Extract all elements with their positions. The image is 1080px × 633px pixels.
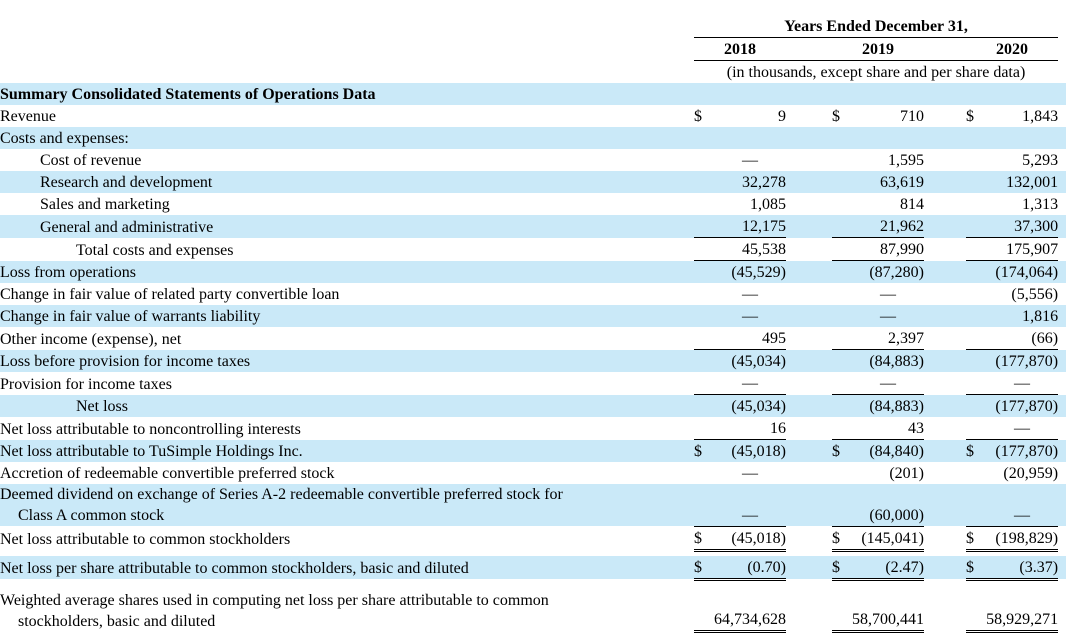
- currency-symbol-cell: [966, 372, 986, 395]
- currency-symbol-cell: [832, 83, 852, 105]
- column-gap: [786, 526, 832, 550]
- table-row: [0, 127, 1066, 149]
- header-gap: [924, 38, 966, 61]
- column-gap: [786, 440, 832, 463]
- unit-note: (in thousands, except share and per share data): [726, 64, 1026, 81]
- value-cell: 16: [714, 417, 786, 440]
- value-cell: (5,556): [1011, 286, 1059, 303]
- value-cell: 32,278: [714, 171, 786, 193]
- currency-symbol-cell: $: [694, 556, 714, 580]
- header-pad-cell: [1058, 61, 1066, 84]
- column-gap: [924, 171, 966, 193]
- column-gap: [786, 261, 832, 284]
- value-cell: (3.37): [986, 556, 1058, 580]
- spacer-cell: [0, 579, 1066, 590]
- value-cell: 1,595: [888, 152, 924, 169]
- currency-symbol-cell: [694, 215, 714, 238]
- operations-data-table: [0, 15, 1066, 633]
- value-cell: —: [986, 372, 1058, 395]
- row-pad-cell: [1058, 417, 1066, 440]
- currency-symbol-cell: $: [966, 440, 986, 463]
- row-label: Costs and expenses:: [0, 127, 694, 149]
- header-empty-cell: [0, 38, 694, 61]
- currency-symbol-cell: $: [832, 556, 852, 580]
- row-pad-cell: [1058, 238, 1066, 261]
- year-column-2019: 2019: [832, 38, 924, 61]
- year-column-2020: 2020: [966, 38, 1058, 61]
- value-cell: (198,829): [986, 526, 1058, 550]
- table-row: [0, 440, 1066, 463]
- value-cell: 5,293: [1022, 152, 1059, 169]
- header-empty-cell: [0, 15, 694, 38]
- row-pad-cell: [1058, 440, 1066, 463]
- currency-symbol-cell: [832, 127, 852, 149]
- row-pad-cell: [1058, 215, 1066, 238]
- value-cell: 2,397: [852, 327, 924, 350]
- value-cell: [986, 83, 1058, 105]
- table-row: [0, 171, 1066, 193]
- row-label: Net loss attributable to TuSimple Holdings Inc.: [0, 440, 694, 463]
- row-pad-cell: [1058, 149, 1066, 171]
- value-cell: —: [852, 305, 924, 327]
- currency-symbol-cell: [966, 171, 986, 193]
- currency-symbol-cell: $: [966, 556, 986, 580]
- value-cell: 9: [778, 108, 786, 125]
- table-row: [0, 395, 1066, 418]
- currency-symbol-cell: [966, 327, 986, 350]
- row-pad-cell: [1058, 462, 1066, 484]
- table-row: [0, 462, 1066, 484]
- value-cell: (177,870): [986, 440, 1058, 463]
- value-cell: (45,529): [714, 261, 786, 284]
- currency-symbol-cell: [966, 83, 986, 105]
- value-cell: 37,300: [986, 215, 1058, 238]
- currency-symbol-cell: [966, 215, 986, 238]
- row-label: Net loss attributable to common stockholders: [0, 531, 291, 548]
- header-pad-cell: [1058, 38, 1066, 61]
- currency-symbol-cell: [694, 283, 714, 305]
- row-pad-cell: [1058, 350, 1066, 373]
- currency-symbol-cell: [694, 590, 714, 632]
- value-cell: (145,041): [852, 526, 924, 550]
- currency-symbol-cell: $: [694, 440, 714, 463]
- currency-symbol-cell: [966, 395, 986, 418]
- value-cell: (84,883): [852, 350, 924, 373]
- column-gap: [924, 261, 966, 284]
- currency-symbol-cell: [966, 305, 986, 327]
- currency-symbol-cell: [966, 350, 986, 373]
- column-gap: [924, 193, 966, 215]
- currency-symbol-cell: [832, 283, 852, 305]
- table-row: [0, 149, 1066, 171]
- row-pad-cell: [1058, 484, 1066, 526]
- currency-symbol-cell: $: [832, 108, 840, 125]
- row-label: Accretion of redeemable convertible preferred stock: [0, 465, 335, 482]
- table-body: [0, 83, 1066, 632]
- value-cell: 58,700,441: [852, 590, 924, 632]
- value-cell: (84,840): [852, 440, 924, 463]
- currency-symbol-cell: [966, 193, 986, 215]
- currency-symbol-cell: [694, 127, 714, 149]
- value-cell: 45,538: [714, 238, 786, 261]
- currency-symbol-cell: $: [694, 526, 714, 550]
- table-row: [0, 327, 1066, 350]
- value-cell: (201): [889, 465, 924, 482]
- spacer-row: [0, 579, 1066, 590]
- row-label: Research and development: [0, 171, 694, 193]
- year-column-2018: 2018: [694, 38, 786, 61]
- value-cell: 58,929,271: [986, 590, 1058, 632]
- value-cell: (45,018): [714, 526, 786, 550]
- column-gap: [924, 327, 966, 350]
- value-cell: 43: [852, 417, 924, 440]
- currency-symbol-cell: [694, 327, 714, 350]
- value-cell: —: [742, 465, 758, 482]
- value-cell: —: [986, 484, 1058, 526]
- table-row: [0, 193, 1066, 215]
- currency-symbol-cell: [832, 261, 852, 284]
- currency-symbol-cell: [694, 484, 714, 526]
- value-cell: 814: [900, 196, 924, 213]
- currency-symbol-cell: [694, 372, 714, 395]
- row-pad-cell: [1058, 556, 1066, 580]
- column-gap: [924, 395, 966, 418]
- row-pad-cell: [1058, 171, 1066, 193]
- value-cell: (174,064): [986, 261, 1058, 284]
- currency-symbol-cell: [966, 590, 986, 632]
- column-gap: [786, 462, 832, 484]
- table-row: [0, 283, 1066, 305]
- currency-symbol-cell: [966, 283, 986, 305]
- column-gap: [786, 171, 832, 193]
- column-gap: [786, 83, 832, 105]
- header-title-row: [0, 15, 1066, 38]
- currency-symbol-cell: [966, 462, 986, 484]
- value-cell: —: [742, 286, 758, 303]
- header-gap: [786, 38, 832, 61]
- value-cell: [852, 127, 924, 149]
- currency-symbol-cell: [694, 238, 714, 261]
- row-label-continuation: stockholders, basic and diluted: [18, 612, 216, 630]
- currency-symbol-cell: $: [832, 440, 852, 463]
- column-gap: [786, 193, 832, 215]
- currency-symbol-cell: [694, 83, 714, 105]
- value-cell: 1,843: [1022, 108, 1059, 125]
- table-row: [0, 261, 1066, 284]
- currency-symbol-cell: [966, 261, 986, 284]
- row-label: General and administrative: [0, 215, 694, 238]
- currency-symbol-cell: [832, 238, 852, 261]
- currency-symbol-cell: [832, 171, 852, 193]
- currency-symbol-cell: [694, 149, 714, 171]
- value-cell: 63,619: [852, 171, 924, 193]
- currency-symbol-cell: [694, 417, 714, 440]
- value-cell: —: [714, 305, 786, 327]
- value-cell: —: [714, 372, 786, 395]
- row-label: Total costs and expenses: [76, 241, 234, 259]
- column-gap: [924, 372, 966, 395]
- row-label: Change in fair value of warrants liability: [0, 305, 694, 327]
- value-cell: (20,959): [1003, 465, 1059, 482]
- column-gap: [786, 238, 832, 261]
- value-cell: 12,175: [714, 215, 786, 238]
- column-gap: [786, 127, 832, 149]
- currency-symbol-cell: [832, 327, 852, 350]
- value-cell: [714, 83, 786, 105]
- column-gap: [924, 305, 966, 327]
- currency-symbol-cell: [832, 305, 852, 327]
- value-cell: —: [880, 286, 896, 303]
- row-label: Loss from operations: [0, 261, 694, 284]
- column-gap: [924, 149, 966, 171]
- column-gap: [924, 462, 966, 484]
- header-pad-cell: [1058, 15, 1066, 38]
- currency-symbol-cell: $: [966, 526, 986, 550]
- table-row: [0, 215, 1066, 238]
- column-gap: [786, 417, 832, 440]
- row-pad-cell: [1058, 261, 1066, 284]
- header-years-row: [0, 38, 1066, 61]
- currency-symbol-cell: [832, 484, 852, 526]
- value-cell: 495: [714, 327, 786, 350]
- column-gap: [924, 417, 966, 440]
- row-label: Revenue: [0, 108, 56, 125]
- value-cell: (0.70): [714, 556, 786, 580]
- column-gap: [786, 305, 832, 327]
- value-cell: 64,734,628: [714, 590, 786, 632]
- currency-symbol-cell: $: [966, 108, 974, 125]
- table-row: [0, 526, 1066, 550]
- column-gap: [924, 440, 966, 463]
- value-cell: [852, 83, 924, 105]
- row-pad-cell: [1058, 590, 1066, 632]
- column-gap: [924, 590, 966, 632]
- row-label: Loss before provision for income taxes: [0, 350, 694, 373]
- table-row: [0, 350, 1066, 373]
- row-label: Change in fair value of related party convertible loan: [0, 286, 340, 303]
- currency-symbol-cell: [832, 462, 852, 484]
- table-row: [0, 417, 1066, 440]
- value-cell: [986, 127, 1058, 149]
- value-cell: 1,313: [1022, 196, 1059, 213]
- row-label: Weighted average shares used in computing net loss per share attributable to common stockholders, basic and diluted: [0, 590, 694, 632]
- value-cell: 21,962: [852, 215, 924, 238]
- row-label: Net loss: [0, 395, 694, 418]
- value-cell: 132,001: [986, 171, 1058, 193]
- currency-symbol-cell: $: [832, 526, 852, 550]
- currency-symbol-cell: [966, 484, 986, 526]
- column-gap: [786, 105, 832, 127]
- value-cell: (87,280): [852, 261, 924, 284]
- header-note-row: [0, 61, 1066, 84]
- table-row: [0, 238, 1066, 261]
- row-label-continuation: Class A common stock: [18, 507, 165, 524]
- row-label: Provision for income taxes: [0, 375, 172, 393]
- column-gap: [786, 149, 832, 171]
- row-pad-cell: [1058, 305, 1066, 327]
- column-gap: [786, 372, 832, 395]
- value-cell: 1,085: [750, 196, 786, 213]
- currency-symbol-cell: [966, 238, 986, 261]
- column-gap: [924, 526, 966, 550]
- table-row: [0, 105, 1066, 127]
- value-cell: (60,000): [852, 484, 924, 526]
- currency-symbol-cell: [832, 372, 852, 395]
- column-gap: [924, 556, 966, 580]
- row-pad-cell: [1058, 283, 1066, 305]
- row-pad-cell: [1058, 327, 1066, 350]
- column-gap: [786, 283, 832, 305]
- row-label: Other income (expense), net: [0, 330, 182, 348]
- column-gap: [924, 127, 966, 149]
- column-gap: [786, 484, 832, 526]
- table-row: [0, 305, 1066, 327]
- currency-symbol-cell: [832, 590, 852, 632]
- column-gap: [924, 283, 966, 305]
- column-gap: [924, 215, 966, 238]
- row-pad-cell: [1058, 105, 1066, 127]
- column-gap: [786, 350, 832, 373]
- currency-symbol-cell: [832, 215, 852, 238]
- value-cell: —: [714, 484, 786, 526]
- value-cell: 87,990: [852, 238, 924, 261]
- currency-symbol-cell: [966, 149, 986, 171]
- column-gap: [786, 215, 832, 238]
- column-gap: [786, 327, 832, 350]
- table-header: [0, 15, 1066, 83]
- header-empty-cell: [0, 61, 694, 84]
- column-gap: [924, 484, 966, 526]
- row-pad-cell: [1058, 193, 1066, 215]
- value-cell: 175,907: [986, 238, 1058, 261]
- currency-symbol-cell: [694, 462, 714, 484]
- currency-symbol-cell: [694, 395, 714, 418]
- currency-symbol-cell: [832, 149, 852, 171]
- currency-symbol-cell: [832, 193, 852, 215]
- table-row: [0, 83, 1066, 105]
- value-cell: (2.47): [852, 556, 924, 580]
- table-row: [0, 590, 1066, 632]
- row-label: Summary Consolidated Statements of Operations Data: [0, 83, 694, 105]
- table-row: [0, 372, 1066, 395]
- currency-symbol-cell: [832, 395, 852, 418]
- value-cell: (45,034): [714, 350, 786, 373]
- row-pad-cell: [1058, 127, 1066, 149]
- value-cell: 710: [900, 108, 924, 125]
- column-gap: [924, 105, 966, 127]
- value-cell: —: [986, 417, 1058, 440]
- column-gap: [924, 238, 966, 261]
- row-pad-cell: [1058, 395, 1066, 418]
- row-label: Net loss attributable to noncontrolling interests: [0, 420, 301, 438]
- row-label: Net loss per share attributable to common stockholders, basic and diluted: [0, 556, 694, 580]
- col-group-title: Years Ended December 31,: [694, 15, 1058, 38]
- column-gap: [786, 590, 832, 632]
- table-row: [0, 556, 1066, 580]
- currency-symbol-cell: [694, 171, 714, 193]
- value-cell: 1,816: [986, 305, 1058, 327]
- row-pad-cell: [1058, 83, 1066, 105]
- column-gap: [786, 556, 832, 580]
- row-label: Deemed dividend on exchange of Series A-2 redeemable convertible preferred stock for Class A common stock: [0, 484, 694, 526]
- currency-symbol-cell: $: [694, 108, 702, 125]
- currency-symbol-cell: [966, 127, 986, 149]
- value-cell: (84,883): [852, 395, 924, 418]
- currency-symbol-cell: [694, 305, 714, 327]
- currency-symbol-cell: [694, 350, 714, 373]
- column-gap: [924, 83, 966, 105]
- value-cell: [714, 127, 786, 149]
- row-label: Sales and marketing: [40, 196, 170, 213]
- value-cell: —: [742, 152, 758, 169]
- value-cell: (177,870): [986, 350, 1058, 373]
- column-gap: [924, 350, 966, 373]
- currency-symbol-cell: [966, 417, 986, 440]
- value-cell: —: [852, 372, 924, 395]
- row-pad-cell: [1058, 372, 1066, 395]
- currency-symbol-cell: [694, 193, 714, 215]
- table-row: [0, 484, 1066, 526]
- row-label: Cost of revenue: [40, 152, 142, 169]
- currency-symbol-cell: [832, 417, 852, 440]
- value-cell: (177,870): [986, 395, 1058, 418]
- currency-symbol-cell: [694, 261, 714, 284]
- value-cell: (45,034): [714, 395, 786, 418]
- currency-symbol-cell: [832, 350, 852, 373]
- row-pad-cell: [1058, 526, 1066, 550]
- column-gap: [786, 395, 832, 418]
- value-cell: (45,018): [714, 440, 786, 463]
- value-cell: (66): [986, 327, 1058, 350]
